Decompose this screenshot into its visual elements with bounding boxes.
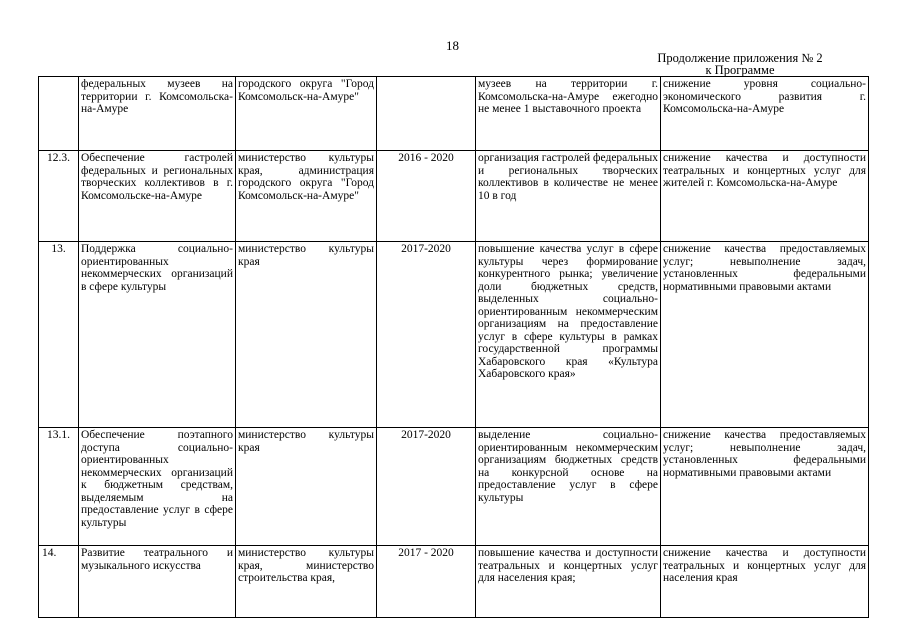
page-number: 18 [446, 38, 459, 53]
result-cell: выделение социально-ориентированным некоммерческим организациям бюджетных средств на конкурсной основе на предоставление услуг в сфере культуры [476, 428, 661, 546]
activity-cell: федеральных музеев на территории г. Комсомольска-на-Амуре [79, 77, 236, 151]
table-row [39, 546, 869, 618]
result-cell: повышение качества услуг в сфере культуры через формирование конкурентного рынка; увеличение доли бюджетных средств, выделенных социально-ориентированным некоммерческим организациям на предоставление услуг в сфере культуры в рамках государственной программы Хабаровского края «Культура Хабаровского края» [476, 242, 661, 428]
consequences-cell: снижение уровня социально-экономического развития г. Комсомольска-на-Амуре [661, 77, 869, 151]
consequences-cell: снижение качества предоставляемых услуг; невыполнение задач, установленных федеральными нормативными правовыми актами [661, 242, 869, 428]
executor-cell: министерство культуры края, администрация городского округа "Город Комсомольск-на-Амуре" [236, 151, 377, 242]
activity-cell: Обеспечение поэтапного доступа социально-ориентированных некоммерческих организаций к бюджетным средствам, выделяемым на предоставление услуг в сфере культуры [79, 428, 236, 546]
executor-cell: министерство культуры края [236, 242, 377, 428]
appendix-caption-line2: к Программе [705, 63, 775, 77]
result-cell: повышение качества и доступности театральных и концертных услуг для населения края; [476, 546, 661, 618]
period-cell: 2017 - 2020 [377, 546, 476, 618]
result-cell: музеев на территории г. Комсомольска-на-Амуре ежегодно не менее 1 выставочного проекта [476, 77, 661, 151]
activity-cell: Поддержка социально-ориентированных некоммерческих организаций в сфере культуры [79, 242, 236, 428]
table-row [39, 151, 869, 242]
row-number: 12.3. [39, 151, 79, 242]
consequences-cell: снижение качества и доступности театральных и концертных услуг для населения края [661, 546, 869, 618]
period-cell: 2016 - 2020 [377, 151, 476, 242]
result-cell: организация гастролей федеральных и региональных творческих коллективов в количестве не менее 10 в год [476, 151, 661, 242]
executor-cell: министерство культуры края [236, 428, 377, 546]
consequences-cell: снижение качества предоставляемых услуг; невыполнение задач, установленных федеральными нормативными правовыми актами [661, 428, 869, 546]
period-cell [377, 77, 476, 151]
row-number: 13.1. [39, 428, 79, 546]
period-cell: 2017-2020 [377, 242, 476, 428]
row-number: 14. [39, 546, 79, 618]
executor-cell: министерство культуры края, министерство строительства края, [236, 546, 377, 618]
table-row [39, 77, 869, 151]
activity-cell: Обеспечение гастролей федеральных и региональных творческих коллективов в г. Комсомольске-на-Амуре [79, 151, 236, 242]
program-activities-table [38, 76, 869, 618]
consequences-cell: снижение качества и доступности театральных и концертных услуг для жителей г. Комсомольска-на-Амуре [661, 151, 869, 242]
table-row [39, 428, 869, 546]
period-cell: 2017-2020 [377, 428, 476, 546]
row-number: 13. [39, 242, 79, 428]
row-number [39, 77, 79, 151]
appendix-caption [640, 52, 840, 76]
executor-cell: городского округа "Город Комсомольск-на-Амуре" [236, 77, 377, 151]
activity-cell: Развитие театрального и музыкального искусства [79, 546, 236, 618]
appendix-caption-line1: Продолжение приложения № 2 [657, 51, 823, 65]
table-row [39, 242, 869, 428]
